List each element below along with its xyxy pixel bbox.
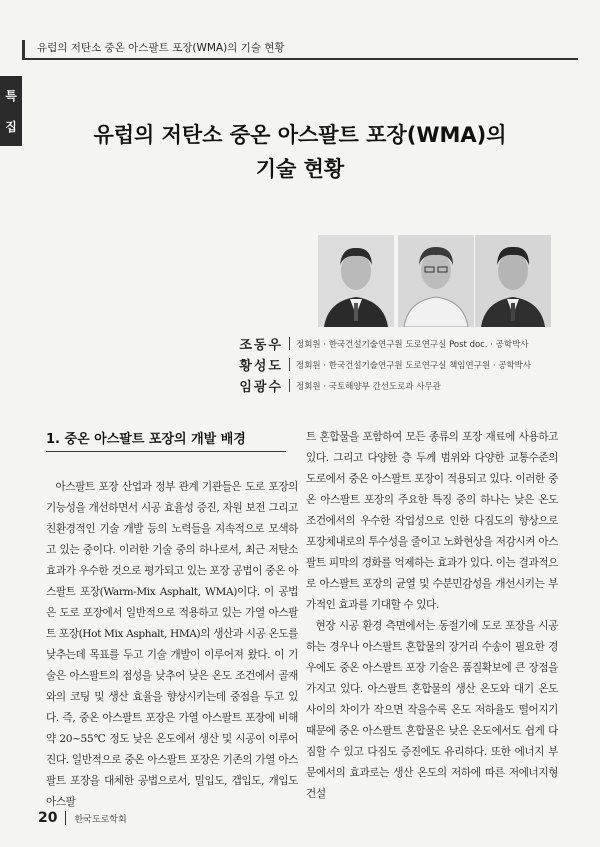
running-header: [22, 40, 578, 60]
body-paragraph: 아스팔트 포장 산업과 정부 관계 기관들은 도로 포장의 기능성을 개선하면서 시공 효율성 증진, 자원 보전 그리고 친환경적인 기술 개발 등의 노력들을 지속적으로 모색하고 있는 중이다. 이러한 기술 중의 하나로서, 최근 저탄소 효과가 우수한 것으로 평가되고 있는 포장 공법이 중온 아스팔트 포장(Warm-Mix Asphalt, WMA)이다. 이 공법은 도로 포장에서 일반적으로 적용하고 있는 가열 아스팔트 포장(Hot Mix Asphalt, HMA)의 생산과 시공 온도를 낮추는데 목표를 두고 기술 개발이 이루어져 왔다. 이 기술은 아스팔트의 점성을 낮추어 낮은 온도 조건에서 골재와의 코팅 및 생산 효율을 향상시키는데 중점을 두고 있다. 즉, 중온 아스팔트 포장은 가열 아스팔트 포장에 비해 약 20~55℃ 정도 낮은 온도에서 생산 및 시공이 이루어진다. 일반적으로 중온 아스팔트 포장은 기존의 가열 아스팔트 포장을 대체한 공법으로서, 밀입도, 갭입도, 개입도 아스팔: [46, 481, 298, 808]
author-name: 임광수: [239, 380, 283, 395]
running-title: 유럽의 저탄소 중온 아스팔트 포장(WMA)의 기술 현황: [37, 42, 285, 54]
section-heading: 1. 중온 아스팔트 포장의 개발 배경: [46, 428, 286, 452]
journal-name: 한국도로학회: [74, 814, 127, 825]
footer-divider: [65, 811, 66, 825]
article-title: [60, 118, 540, 186]
author-affiliation: 정회원 · 국토해양부 간선도로과 사무관: [296, 381, 441, 392]
author-divider: [289, 337, 290, 350]
body-column-left: [46, 477, 298, 813]
author-name: 황성도: [239, 359, 283, 374]
author-row: [225, 333, 585, 354]
page-footer: [38, 808, 127, 828]
author-list: [225, 333, 585, 396]
author-photo-3: [475, 235, 551, 327]
author-divider: [289, 358, 290, 371]
author-photo-1: [318, 235, 394, 327]
author-photo-2: [398, 235, 474, 327]
author-affiliation: 정회원 · 한국건설기술연구원 도로연구실 Post doc. · 공학박사: [296, 339, 529, 350]
page-number: 20: [38, 810, 58, 826]
section-tab-char-1: 특: [5, 89, 17, 103]
author-row: [225, 354, 585, 375]
author-divider: [289, 379, 290, 392]
body-column-right: [306, 427, 558, 805]
author-affiliation: 정회원 · 한국건설기술연구원 도로연구실 책임연구원 · 공학박사: [296, 360, 532, 371]
body-paragraph: 현장 시공 환경 측면에서는 동절기에 도로 포장을 시공하는 경우나 아스팔트 혼합물의 장거리 수송이 필요한 경우에도 중온 아스팔트 포장 기술은 품질확보에 큰 장점을 가지고 있다. 아스팔트 혼합물의 생산 온도와 대기 온도 사이의 차이가 작으면 작을수록 온도 저하율도 떨어지기 때문에 중온 아스팔트 혼합물은 낮은 온도에서도 쉽게 다짐할 수 있고 다짐도 증진에도 유리하다. 또한 에너지 부문에서의 효과로는 생산 온도의 저하에 따른 저에너지형 건설: [306, 620, 558, 800]
article-title-line-1: 유럽의 저탄소 중온 아스팔트 포장(WMA)의: [93, 123, 507, 147]
section-tab-char-2: 집: [5, 120, 17, 134]
author-name: 조동우: [239, 338, 283, 353]
author-row: [225, 375, 585, 396]
body-paragraph: 트 혼합물을 포함하여 모든 종류의 포장 재료에 사용하고 있다. 그리고 다양한 층 두께 범위와 다양한 교통수준의 도로에서 중온 아스팔트 포장이 적용되고 있다. 이러한 중온 아스팔트 포장의 주요한 특징 중의 하나는 낮은 온도 조건에서의 우수한 작업성으로 인한 다짐도의 향상으로 포장체내로의 투수성을 줄이고 노화현상을 저감시켜 아스팔트 피막의 경화를 억제하는 효과가 있다. 이는 결과적으로 아스팔트 포장의 균열 및 수분민감성을 개선시키는 부가적인 효과를 기대할 수 있다.: [306, 431, 558, 611]
article-title-line-2: 기술 현황: [255, 157, 345, 181]
section-tab: [0, 76, 22, 146]
